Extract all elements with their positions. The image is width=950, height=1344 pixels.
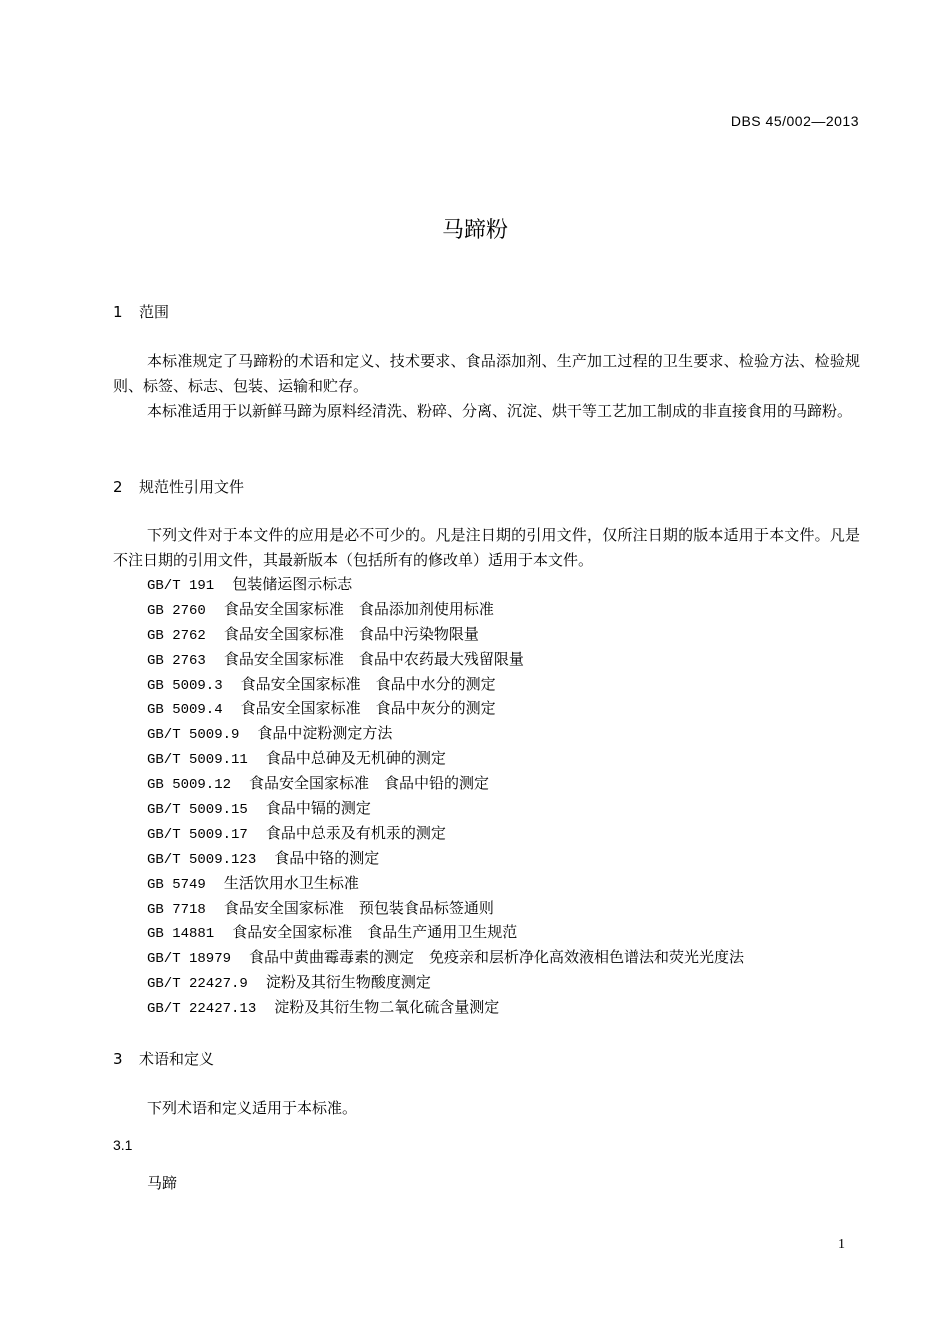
reference-item (147, 920, 744, 945)
section-title: 术语和定义 (139, 1050, 215, 1068)
reference-item (147, 896, 744, 921)
reference-code: GB 2760 (147, 602, 206, 619)
reference-item (147, 796, 744, 821)
section-title: 范围 (139, 303, 170, 321)
reference-code: GB/T 5009.123 (147, 851, 257, 868)
section-number: 2 (113, 478, 123, 496)
section-title: 规范性引用文件 (139, 478, 245, 496)
reference-title: 食品安全国家标准 食品中污染物限量 (223, 624, 479, 643)
reference-code: GB/T 5009.17 (147, 826, 248, 843)
reference-code: GB/T 191 (147, 578, 215, 594)
reference-title: 食品安全国家标准 食品生产通用卫生规范 (232, 923, 518, 942)
reference-title: 食品安全国家标准 食品添加剂使用标准 (223, 599, 494, 618)
reference-code: GB 5009.12 (147, 777, 232, 794)
reference-title: 食品中铬的测定 (274, 848, 380, 867)
reference-title: 食品安全国家标准 食品中水分的测定 (240, 674, 496, 693)
reference-title: 食品安全国家标准 食品中灰分的测定 (240, 699, 496, 718)
reference-item (147, 572, 744, 597)
reference-title: 包装储运图示标志 (232, 575, 353, 593)
section-number: 1 (113, 303, 123, 321)
reference-item (147, 672, 744, 697)
term-number: 3.1 (113, 1137, 133, 1153)
reference-code: GB 14881 (147, 926, 215, 943)
reference-code: GB 5009.3 (147, 677, 223, 694)
reference-title: 食品安全国家标准 食品中农药最大残留限量 (223, 649, 524, 668)
reference-code: GB 5749 (147, 876, 206, 893)
reference-code: GB/T 22427.13 (147, 1001, 257, 1018)
reference-title: 食品安全国家标准 食品中铅的测定 (249, 774, 490, 793)
reference-title: 食品中黄曲霉毒素的测定 免疫亲和层析净化高效液相色谱法和荧光光度法 (249, 948, 745, 967)
reference-code: GB 2762 (147, 627, 206, 644)
reference-item (147, 846, 744, 871)
reference-item (147, 945, 744, 970)
reference-title: 淀粉及其衍生物二氧化硫含量测定 (274, 998, 500, 1017)
reference-code: GB/T 22427.9 (147, 976, 248, 993)
reference-item (147, 746, 744, 771)
reference-title: 食品安全国家标准 预包装食品标签通则 (223, 898, 494, 917)
section-heading-normative-references (113, 476, 244, 497)
reference-code: GB/T 18979 (147, 951, 232, 968)
reference-item (147, 821, 744, 846)
reference-code: GB 2763 (147, 652, 206, 669)
references-intro: 下列文件对于本文件的应用是必不可少的。凡是注日期的引用文件，仅所注日期的版本适用于本文件。凡是不注日期的引用文件，其最新版本（包括所有的修改单）适用于本文件。 (113, 526, 860, 569)
reference-title: 食品中总砷及无机砷的测定 (265, 749, 446, 768)
reference-list (147, 572, 744, 1020)
reference-item (147, 647, 744, 672)
reference-item (147, 622, 744, 647)
section-heading-terms (113, 1048, 214, 1069)
scope-paragraph: 本标准规定了马蹄粉的术语和定义、技术要求、食品添加剂、生产加工过程的卫生要求、检验方法、检验规则、标签、标志、包装、运输和贮存。 (113, 352, 860, 395)
reference-title: 淀粉及其衍生物酸度测定 (265, 973, 431, 992)
page-number: 1 (838, 1237, 845, 1252)
reference-item (147, 970, 744, 995)
reference-code: GB/T 5009.15 (147, 802, 248, 819)
reference-code: GB/T 5009.11 (147, 752, 248, 769)
reference-title: 生活饮用水卫生标准 (223, 873, 359, 892)
reference-code: GB/T 5009.9 (147, 727, 240, 744)
section-number: 3 (113, 1050, 123, 1068)
reference-code: GB 5009.4 (147, 702, 223, 719)
reference-item (147, 597, 744, 622)
scope-paragraph: 本标准适用于以新鲜马蹄为原料经清洗、粉碎、分离、沉淀、烘干等工艺加工制成的非直接食用的马蹄粉。 (147, 402, 853, 420)
reference-item (147, 995, 744, 1020)
standard-code: DBS 45/002—2013 (730, 113, 859, 129)
section-heading-scope (113, 301, 169, 322)
term-name: 马蹄 (147, 1174, 178, 1192)
reference-title: 食品中总汞及有机汞的测定 (265, 823, 446, 842)
reference-item (147, 721, 744, 746)
document-title: 马蹄粉 (441, 218, 508, 243)
reference-title: 食品中镉的测定 (265, 799, 371, 818)
reference-title: 食品中淀粉测定方法 (257, 724, 393, 743)
reference-item (147, 696, 744, 721)
reference-code: GB 7718 (147, 901, 206, 918)
reference-item (147, 771, 744, 796)
reference-item (147, 871, 744, 896)
terms-intro: 下列术语和定义适用于本标准。 (147, 1099, 358, 1117)
